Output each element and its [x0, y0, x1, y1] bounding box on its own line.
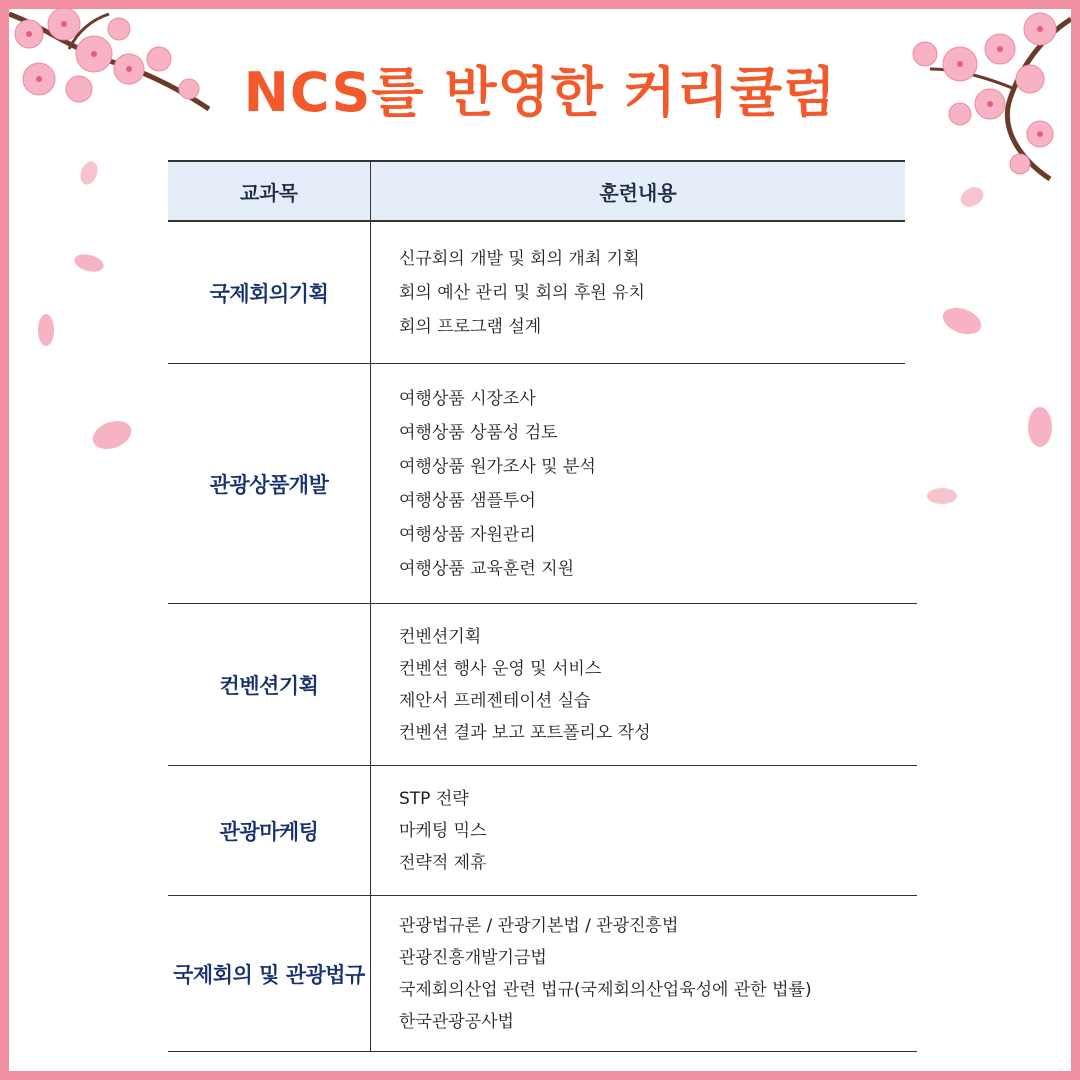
content-cell [371, 766, 917, 895]
content-cell [371, 222, 905, 363]
petal-icon [78, 160, 100, 186]
petal-icon [72, 252, 106, 274]
list-item: 관광법규론 / 관광기본법 / 관광진흥법 [399, 915, 679, 936]
list-item: STP 전략 [399, 788, 469, 809]
list-item: 국제회의산업 관련 법규(국제회의산업육성에 관한 법률) [399, 979, 812, 1000]
list-item: 여행상품 원가조사 및 분석 [399, 456, 596, 477]
list-item: 여행상품 시장조사 [399, 388, 536, 409]
curriculum-table [168, 160, 905, 1052]
content-cell [371, 364, 917, 603]
list-item: 마케팅 믹스 [399, 820, 487, 841]
list-item: 컨벤션기획 [399, 626, 482, 647]
list-item: 한국관광공사법 [399, 1011, 514, 1032]
subject-cell: 국제회의 및 관광법규 [168, 896, 371, 1051]
subject-cell: 관광상품개발 [168, 364, 371, 603]
table-row [168, 222, 905, 364]
table-row [168, 896, 917, 1052]
header-subject: 교과목 [168, 162, 371, 220]
header-content: 훈련내용 [599, 180, 677, 205]
list-item: 제안서 프레젠테이션 실습 [399, 690, 591, 711]
petal-icon [940, 305, 984, 337]
subject-cell: 컨벤션기획 [168, 604, 371, 765]
list-item: 컨벤션 결과 보고 포트폴리오 작성 [399, 722, 651, 743]
petal-icon [1025, 405, 1055, 449]
list-item: 회의 예산 관리 및 회의 후원 유치 [399, 282, 645, 303]
list-item: 신규회의 개발 및 회의 개최 기획 [399, 248, 640, 269]
content-cell [371, 896, 917, 1051]
table-row [168, 604, 917, 766]
list-item: 전략적 제휴 [399, 852, 487, 873]
list-item: 여행상품 교육훈련 지원 [399, 558, 575, 579]
petal-icon [958, 185, 986, 209]
petal-icon [35, 312, 57, 348]
list-item: 여행상품 자원관리 [399, 524, 536, 545]
list-item: 여행상품 상품성 검토 [399, 422, 558, 443]
petal-icon [925, 485, 959, 507]
table-row [168, 364, 917, 604]
list-item: 관광진흥개발기금법 [399, 947, 547, 968]
subject-cell: 관광마케팅 [168, 766, 371, 895]
content-cell [371, 604, 917, 765]
table-header [168, 160, 905, 222]
list-item: 회의 프로그램 설계 [399, 316, 542, 337]
list-item: 컨벤션 행사 운영 및 서비스 [399, 658, 602, 679]
table-row [168, 766, 917, 896]
page-title: NCS를 반영한 커리큘럼 [243, 61, 837, 124]
subject-cell: 국제회의기획 [168, 222, 371, 363]
list-item: 여행상품 샘플투어 [399, 490, 536, 511]
petal-icon [90, 418, 134, 452]
